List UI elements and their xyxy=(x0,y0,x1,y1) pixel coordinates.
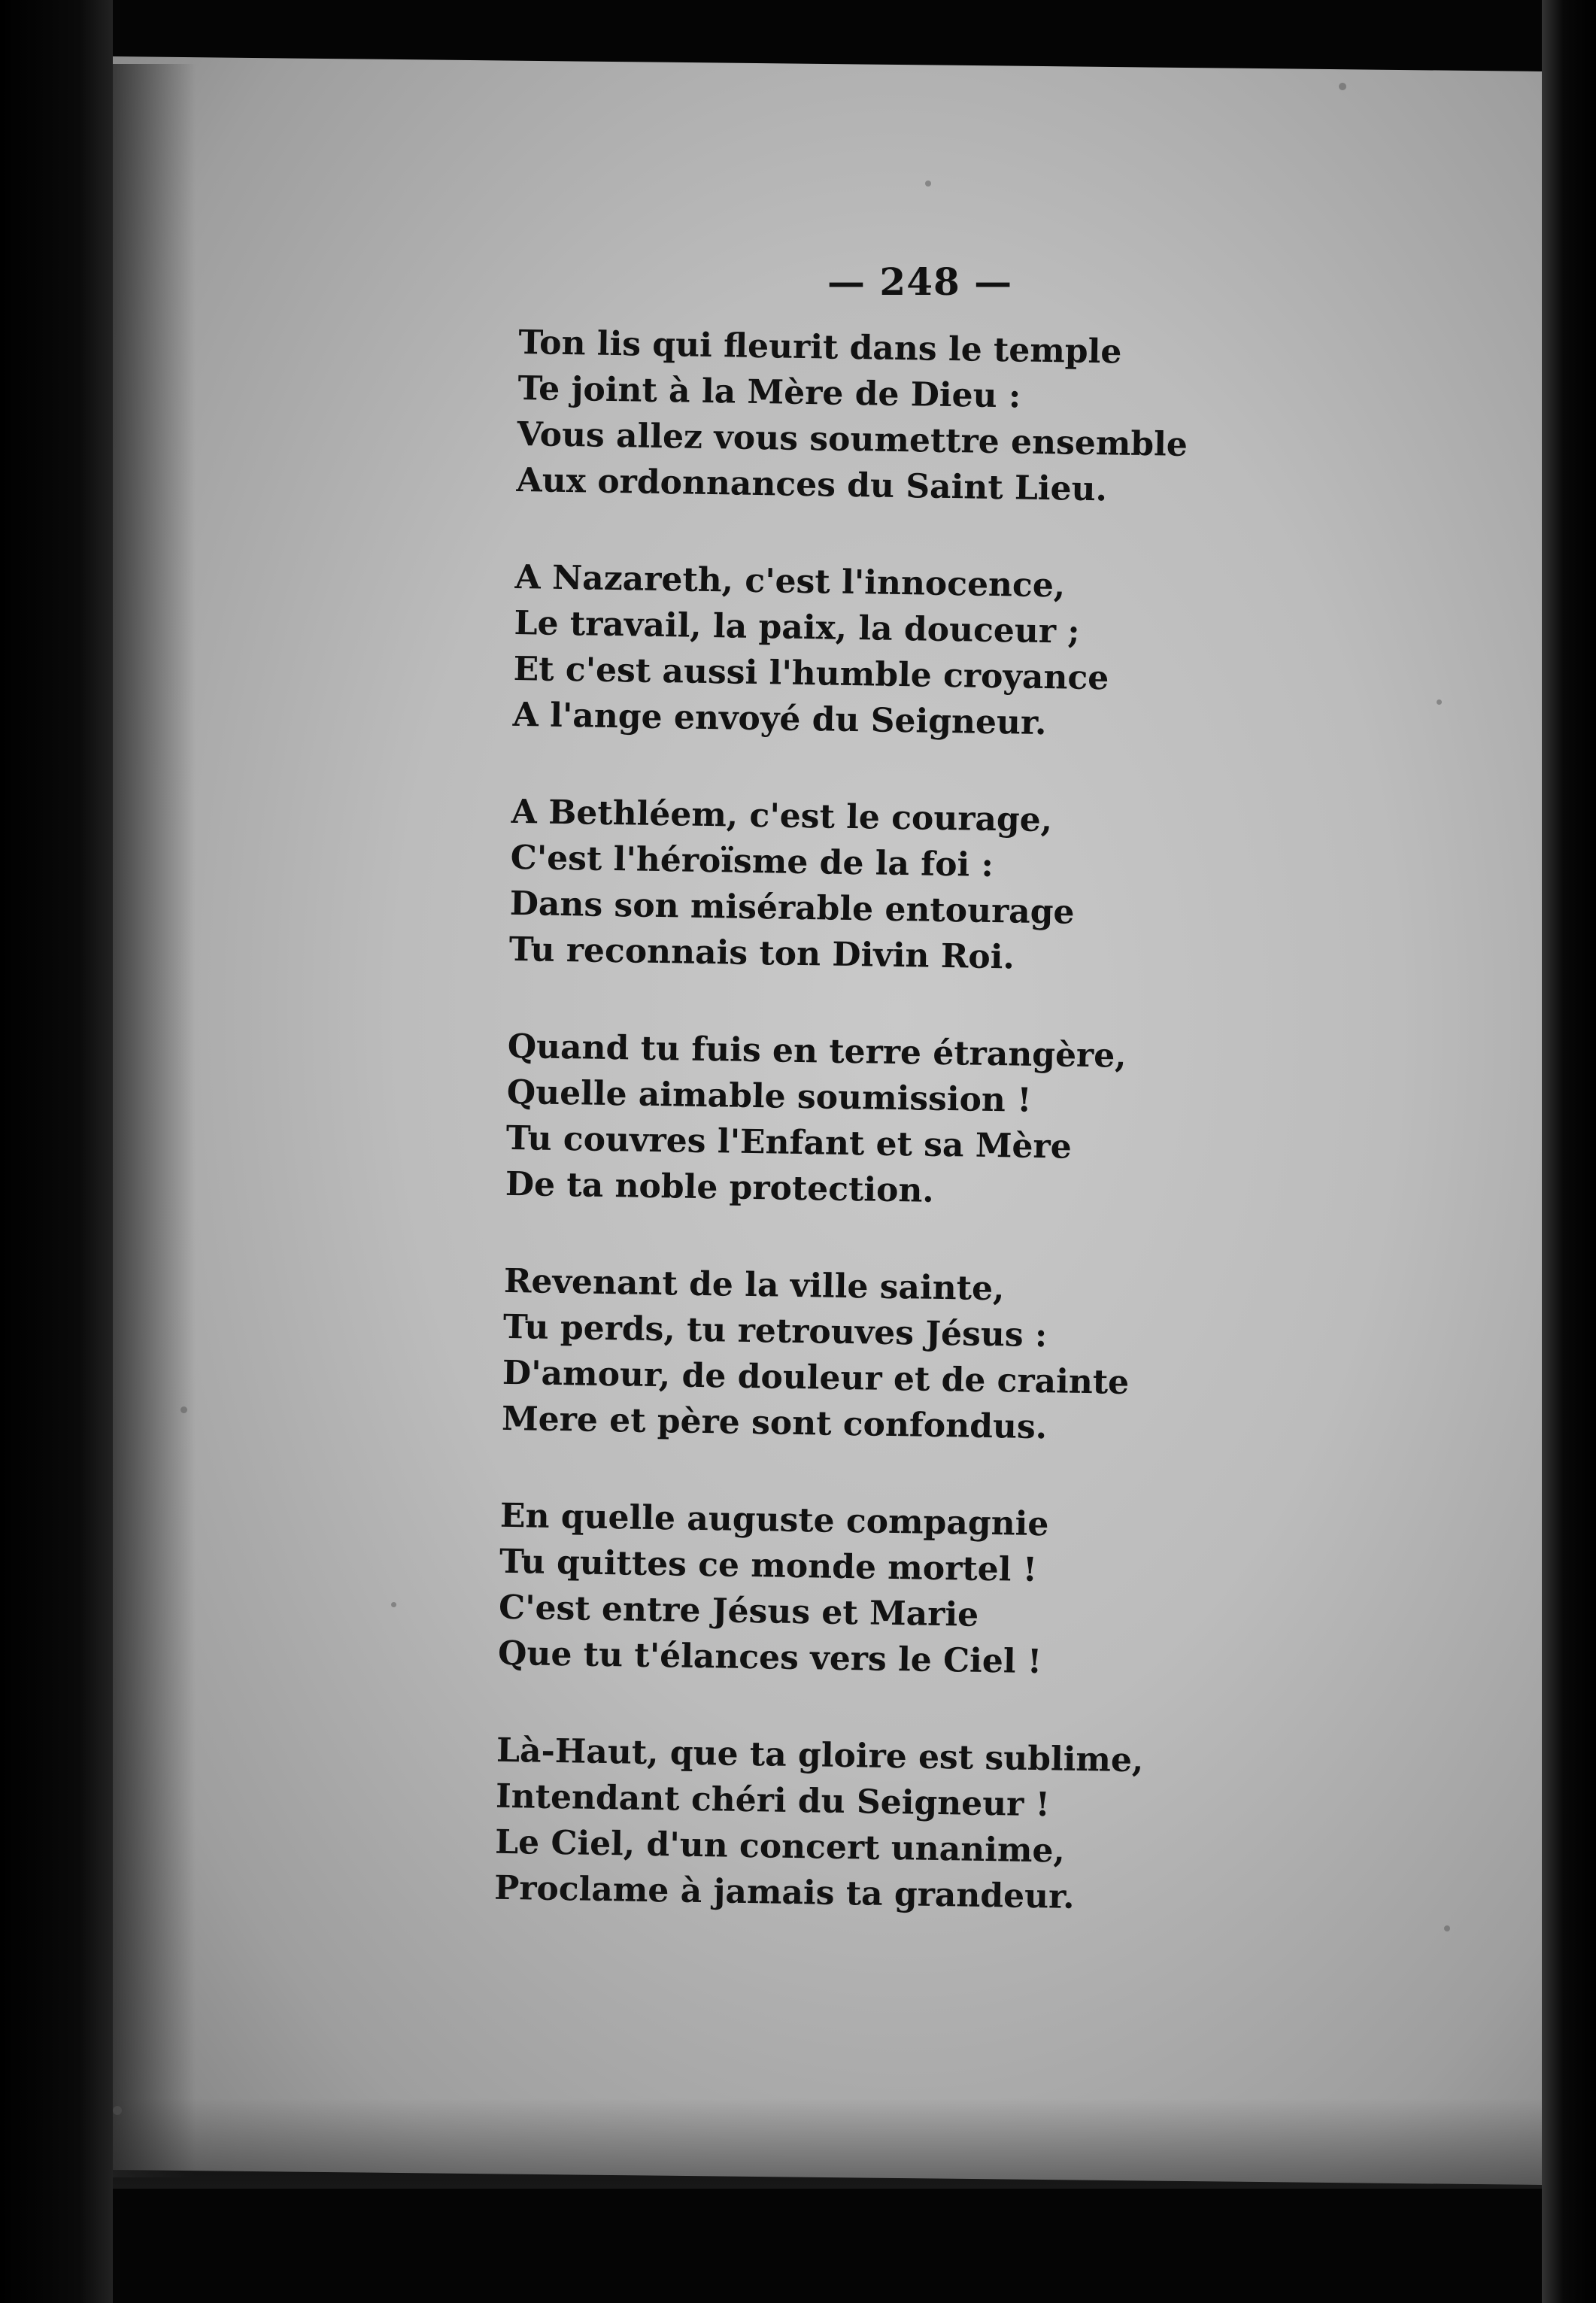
verse-line: A Nazareth, c'est l'innocence, xyxy=(514,557,1066,605)
verse-line: Mere et père sont confondus. xyxy=(501,1399,1048,1447)
paper-speck xyxy=(1437,699,1442,705)
verse-line: Proclame à jamais ta grandeur. xyxy=(493,1868,1076,1916)
verse-line: Quelle aimable soumission ! xyxy=(506,1073,1032,1120)
verse-line: D'amour, de douleur et de crainte xyxy=(502,1353,1130,1402)
verse-line: Te joint à la Mère de Dieu : xyxy=(517,369,1021,416)
right-page-edge xyxy=(1542,0,1596,2303)
stanza xyxy=(516,320,1384,517)
page-left-shading xyxy=(113,64,196,2177)
verse-line: Tu perds, tu retrouves Jésus : xyxy=(502,1307,1048,1355)
page-number: — 248 — xyxy=(827,259,1013,304)
verse-line: De ta noble protection. xyxy=(505,1164,935,1210)
stanza xyxy=(512,554,1380,751)
verse-line: A l'ange envoyé du Seigneur. xyxy=(512,695,1047,743)
verse-line: Tu reconnais ton Divin Roi. xyxy=(508,930,1015,977)
verse-line: Intendant chéri du Seigneur ! xyxy=(495,1777,1051,1825)
verse-line: Le Ciel, d'un concert unanime, xyxy=(494,1822,1066,1871)
paper-speck xyxy=(925,181,931,187)
verse-line: Ton lis qui fleurit dans le temple xyxy=(518,323,1122,372)
poem xyxy=(493,320,1384,1976)
verse-line: Quand tu fuis en terre étrangère, xyxy=(507,1027,1127,1076)
verse-line: A Bethléem, c'est le courage, xyxy=(511,792,1053,840)
verse-line: Tu couvres l'Enfant et sa Mère xyxy=(505,1118,1073,1167)
verse-line: Tu quittes ce monde mortel ! xyxy=(499,1542,1038,1590)
verse-line: Dans son misérable entourage xyxy=(509,884,1075,932)
verse-line: Vous allez vous soumettre ensemble xyxy=(517,414,1188,464)
page-bottom-shading xyxy=(113,2098,1542,2189)
verse-line: Que tu t'élances vers le Ciel ! xyxy=(497,1634,1042,1682)
verse-line: Aux ordonnances du Saint Lieu. xyxy=(516,460,1108,509)
paper-speck xyxy=(113,2106,122,2115)
stanza xyxy=(502,1258,1370,1455)
verse-line: C'est entre Jésus et Marie xyxy=(498,1588,979,1634)
paper-speck xyxy=(181,1406,187,1413)
verse-line: En quelle auguste compagnie xyxy=(499,1496,1049,1544)
stanza xyxy=(494,1728,1362,1925)
stanza xyxy=(505,1024,1373,1221)
paper-speck xyxy=(391,1602,396,1607)
stanza xyxy=(498,1493,1366,1690)
verse-line: Là-Haut, que ta gloire est sublime, xyxy=(496,1731,1144,1780)
verse-line: Revenant de la ville sainte, xyxy=(503,1261,1005,1309)
stanza xyxy=(508,789,1376,986)
verse-line: C'est l'héroïsme de la foi : xyxy=(510,838,994,884)
paper-speck xyxy=(1444,1925,1450,1931)
verse-line: Et c'est aussi l'humble croyance xyxy=(513,649,1109,698)
verse-line: Le travail, la paix, la douceur ; xyxy=(514,603,1080,651)
book-gutter-shadow xyxy=(0,0,113,2303)
paper-speck xyxy=(1339,83,1346,90)
